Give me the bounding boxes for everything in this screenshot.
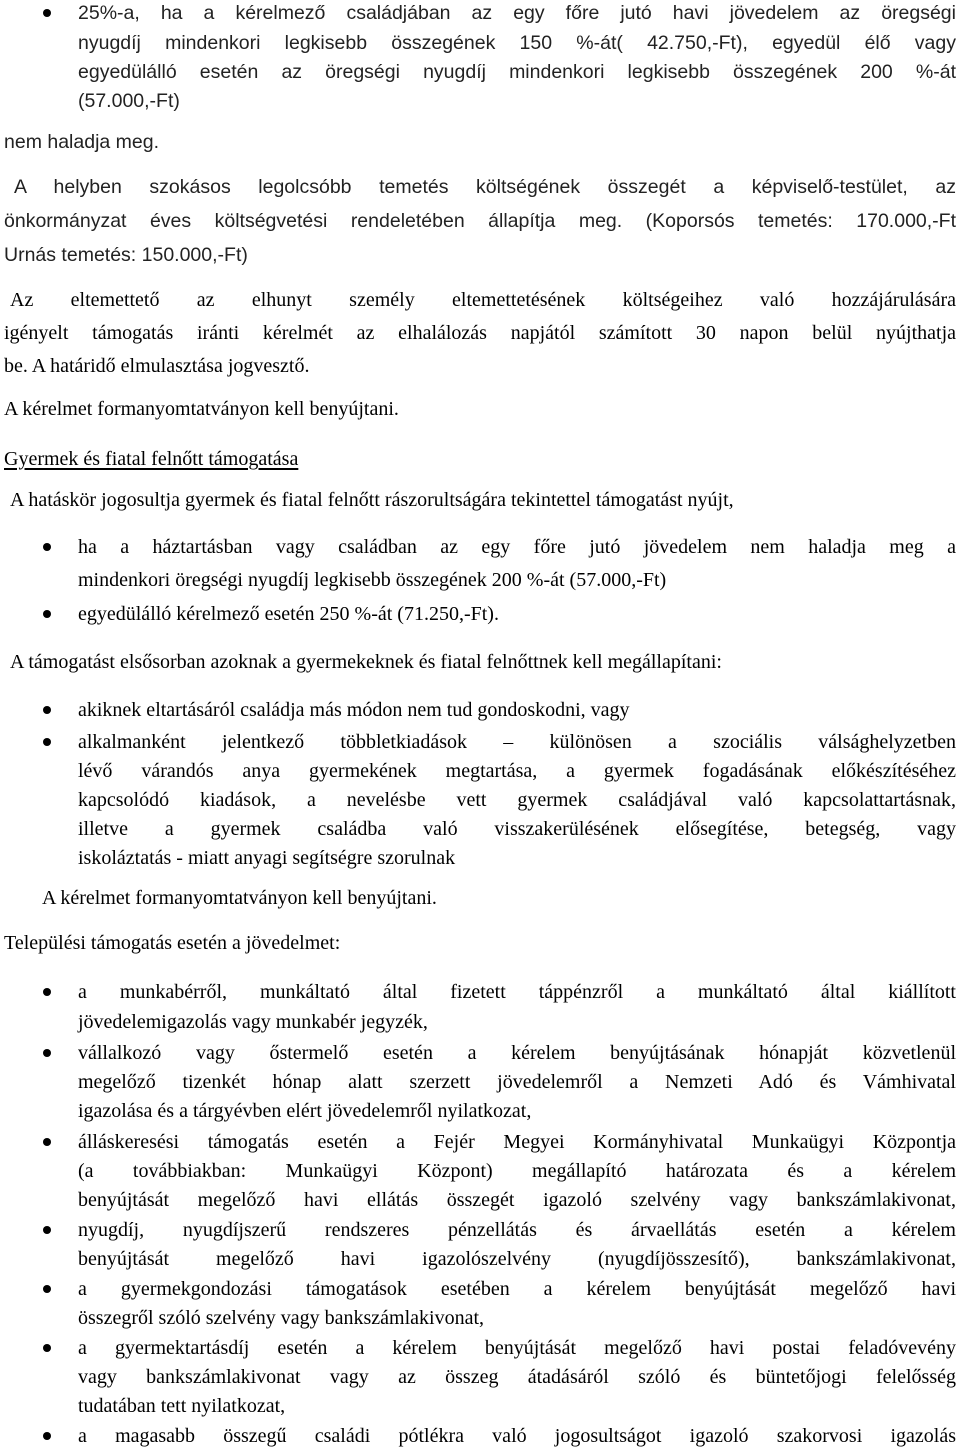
bullet-icon <box>43 9 51 17</box>
bullet-icon <box>43 1226 51 1234</box>
income-proof-item: benyújtását megelőző havi ellátás összegét igazoló szelvény vagy bankszámlakivonat, <box>78 1189 956 1211</box>
child-support-priority: alkalmanként jelentkező többletkiadások – különösen a szociális válsághelyzetben <box>78 731 956 753</box>
child-support-priority-intro: A támogatást elsősorban azoknak a gyermekeknek és fiatal felnőttnek kell megállapítani: <box>10 651 722 673</box>
income-proof-item: benyújtását megelőző havi igazolószelvény (nyugdíjösszesítő), bankszámlakivonat, <box>78 1248 956 1270</box>
child-support-form-note: A kérelmet formanyomtatványon kell benyújtani. <box>42 887 437 909</box>
bullet-icon <box>43 1138 51 1146</box>
income-limit-line: egyedülálló esetén az öregségi nyugdíj mindenkori legkisebb összegének 200 %-át <box>78 61 956 83</box>
child-support-priority: kapcsolódó kiadások, a nevelésbe vett gyermek családjával való kapcsolattartásnak, <box>78 789 956 811</box>
child-support-priority: iskoláztatás - miatt anyagi segítségre szorulnak <box>78 847 456 869</box>
bullet-icon <box>43 610 51 618</box>
income-proof-item: álláskeresési támogatás esetén a Fejér Megyei Kormányhivatal Munkaügyi Központja <box>78 1131 956 1153</box>
income-proof-item: a gyermekgondozási támogatások esetében a kérelem benyújtását megelőző havi <box>78 1278 956 1300</box>
income-proof-item: a magasabb összegű családi pótlékra való jogosultságot igazoló szakorvosi igazolás <box>78 1425 956 1447</box>
child-support-condition: mindenkori öregségi nyugdíj legkisebb összegének 200 %-át (57.000,-Ft) <box>78 569 667 591</box>
section-heading-child-support: Gyermek és fiatal felnőtt támogatása <box>4 448 299 470</box>
funeral-deadline-line: Az eltemettető az elhunyt személy eltemettetésének költségeihez való hozzájárulására <box>10 289 956 311</box>
funeral-deadline-line: igényelt támogatás iránti kérelmét az elhalálozás napjától számított 30 napon belül nyújthatja <box>4 322 956 344</box>
income-proof-intro: Települési támogatás esetén a jövedelmet: <box>4 932 341 954</box>
funeral-cost-line: önkormányzat éves költségvetési rendeletében állapítja meg. (Koporsós temetés: 170.000,-Ft <box>4 210 956 232</box>
child-support-priority: illetve a gyermek családba való visszakerülésének elősegítése, betegség, vagy <box>78 818 956 840</box>
income-proof-item: összegről szóló szelvény vagy bankszámlakivonat, <box>78 1307 484 1329</box>
bullet-icon <box>43 988 51 996</box>
bullet-icon <box>43 706 51 714</box>
child-support-condition: ha a háztartásban vagy családban az egy főre jutó jövedelem nem haladja meg a <box>78 536 956 558</box>
child-support-priority: lévő várandós anya gyermekének megtartása, a gyermek fogadásának előkészítéséhez <box>78 760 956 782</box>
income-limit-line: (57.000,-Ft) <box>78 90 180 112</box>
income-proof-item: nyugdíj, nyugdíjszerű rendszeres pénzellátás és árvaellátás esetén a kérelem <box>78 1219 956 1241</box>
income-limit-line: nyugdíj mindenkori legkisebb összegének 150 %-át( 42.750,-Ft), egyedül élő vagy <box>78 32 956 54</box>
income-limit-line: nem haladja meg. <box>4 131 160 153</box>
bullet-icon <box>43 738 51 746</box>
funeral-form-note: A kérelmet formanyomtatványon kell benyújtani. <box>4 398 399 420</box>
income-limit-line: 25%-a, ha a kérelmező családjában az egy főre jutó havi jövedelem az öregségi <box>78 2 956 24</box>
income-proof-item: tudatában tett nyilatkozat, <box>78 1395 286 1417</box>
income-proof-item: jövedelemigazolás vagy munkabér jegyzék, <box>78 1011 428 1033</box>
income-proof-item: igazolása és a tárgyévben elért jövedelemről nyilatkozat, <box>78 1100 532 1122</box>
funeral-deadline-line: be. A határidő elmulasztása jogvesztő. <box>4 355 310 377</box>
income-proof-item: vállalkozó vagy őstermelő esetén a kérelem benyújtásának hónapját közvetlenül <box>78 1042 956 1064</box>
bullet-icon <box>43 1432 51 1440</box>
bullet-icon <box>43 1344 51 1352</box>
bullet-icon <box>43 1285 51 1293</box>
income-proof-item: (a továbbiakban: Munkaügyi Központ) megállapító határozata és a kérelem <box>78 1160 956 1182</box>
income-proof-item: vagy bankszámlakivonat vagy az összeg átadásáról szóló és büntetőjogi felelősség <box>78 1366 956 1388</box>
income-proof-item: a gyermektartásdíj esetén a kérelem benyújtását megelőző havi postai feladóvevény <box>78 1337 956 1359</box>
child-support-priority: akiknek eltartásáról családja más módon nem tud gondoskodni, vagy <box>78 699 630 721</box>
income-proof-item: a munkabérről, munkáltató által fizetett táppénzről a munkáltató által kiállított <box>78 981 956 1003</box>
bullet-icon <box>43 1049 51 1057</box>
income-proof-item: megelőző tizenkét hónap alatt szerzett jövedelemről a Nemzeti Adó és Vámhivatal <box>78 1071 956 1093</box>
funeral-cost-line: Urnás temetés: 150.000,-Ft) <box>4 244 248 266</box>
bullet-icon <box>43 543 51 551</box>
child-support-intro: A hatáskör jogosultja gyermek és fiatal felnőtt rászorultságára tekintettel támogatást nyújt, <box>10 489 734 511</box>
child-support-condition: egyedülálló kérelmező esetén 250 %-át (71.250,-Ft). <box>78 603 499 625</box>
funeral-cost-line: A helyben szokásos legolcsóbb temetés költségének összegét a képviselő-testület, az <box>14 176 956 198</box>
